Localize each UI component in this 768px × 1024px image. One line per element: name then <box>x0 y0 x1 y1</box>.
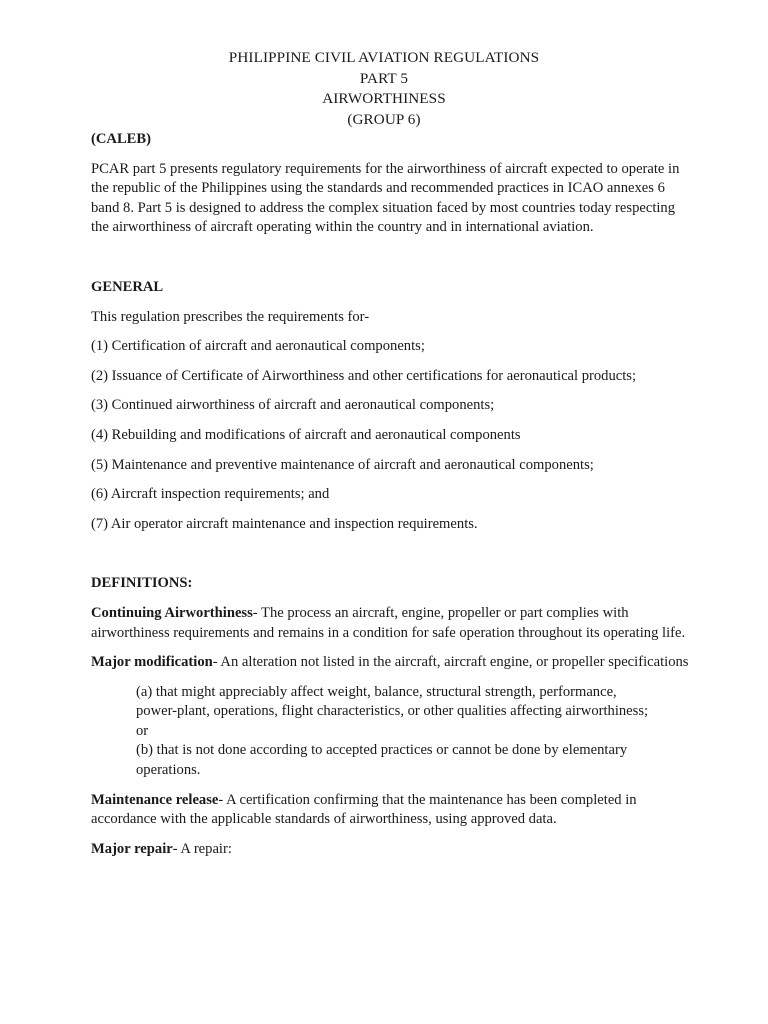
document-body <box>91 130 691 869</box>
title-line-2: PART 5 <box>359 69 409 87</box>
subitem-a: (a) that might appreciably affect weight, balance, structural strength, performance, power-plant, operations, flight characteristics, or other qualities affecting airworthiness; or <box>136 683 649 739</box>
definition-text: - A certification confirming that the maintenance has been completed in accordance with the applicable standards of airworthiness, using approved data. <box>91 791 637 828</box>
intro-paragraph: PCAR part 5 presents regulatory requirements for the airworthiness of aircraft expected to operate in the republic of the Philippines using the standards and recommended practices in ICAO annexes 6 band 8. Part 5 is designed to address the complex situation faced by most countries today respecting the airworthiness of aircraft operating within the country and in international aviation. <box>91 160 680 236</box>
general-lead: This regulation prescribes the requirements for- <box>91 308 370 325</box>
major-modification-subitems <box>91 683 651 781</box>
general-heading: GENERAL <box>91 278 164 295</box>
list-item-5: (5) Maintenance and preventive maintenance of aircraft and aeronautical components; <box>91 456 594 473</box>
list-item-6: (6) Aircraft inspection requirements; and <box>91 486 330 503</box>
definition-major-modification <box>91 653 691 673</box>
list-item-4: (4) Rebuilding and modifications of aircraft and aeronautical components <box>91 426 521 443</box>
definition-term: Continuing Airworthiness <box>91 604 253 621</box>
definition-term: Major modification <box>91 654 213 671</box>
list-item-2: (2) Issuance of Certificate of Airworthiness and other certifications for aeronautical products; <box>91 367 637 384</box>
definition-major-repair <box>91 840 691 860</box>
definition-text: - The process an aircraft, engine, propeller or part complies with airworthiness requirements and remains in a condition for safe operation throughout its operating life. <box>91 604 686 641</box>
subitem-b: (b) that is not done according to accepted practices or cannot be done by elementary operations. <box>136 742 628 779</box>
definitions-heading: DEFINITIONS: <box>91 575 193 592</box>
definition-term: Major repair <box>91 840 173 857</box>
definition-term: Maintenance release <box>91 791 219 808</box>
definition-text: - A repair: <box>172 840 232 857</box>
document-title <box>0 48 768 130</box>
title-line-3: AIRWORTHINESS <box>322 90 446 107</box>
definition-text: - An alteration not listed in the aircraft, aircraft engine, or propeller specifications <box>212 654 689 671</box>
definition-continuing-airworthiness <box>91 604 691 643</box>
list-item-1: (1) Certification of aircraft and aeronautical components; <box>91 338 425 355</box>
list-item-7: (7) Air operator aircraft maintenance and inspection requirements. <box>91 515 478 532</box>
author-tag: (CALEB) <box>91 131 151 147</box>
title-line-4: (GROUP 6) <box>347 110 421 128</box>
definition-maintenance-release <box>91 791 691 830</box>
title-line-1: PHILIPPINE CIVIL AVIATION REGULATIONS <box>228 49 540 66</box>
list-item-3: (3) Continued airworthiness of aircraft and aeronautical components; <box>91 397 495 414</box>
